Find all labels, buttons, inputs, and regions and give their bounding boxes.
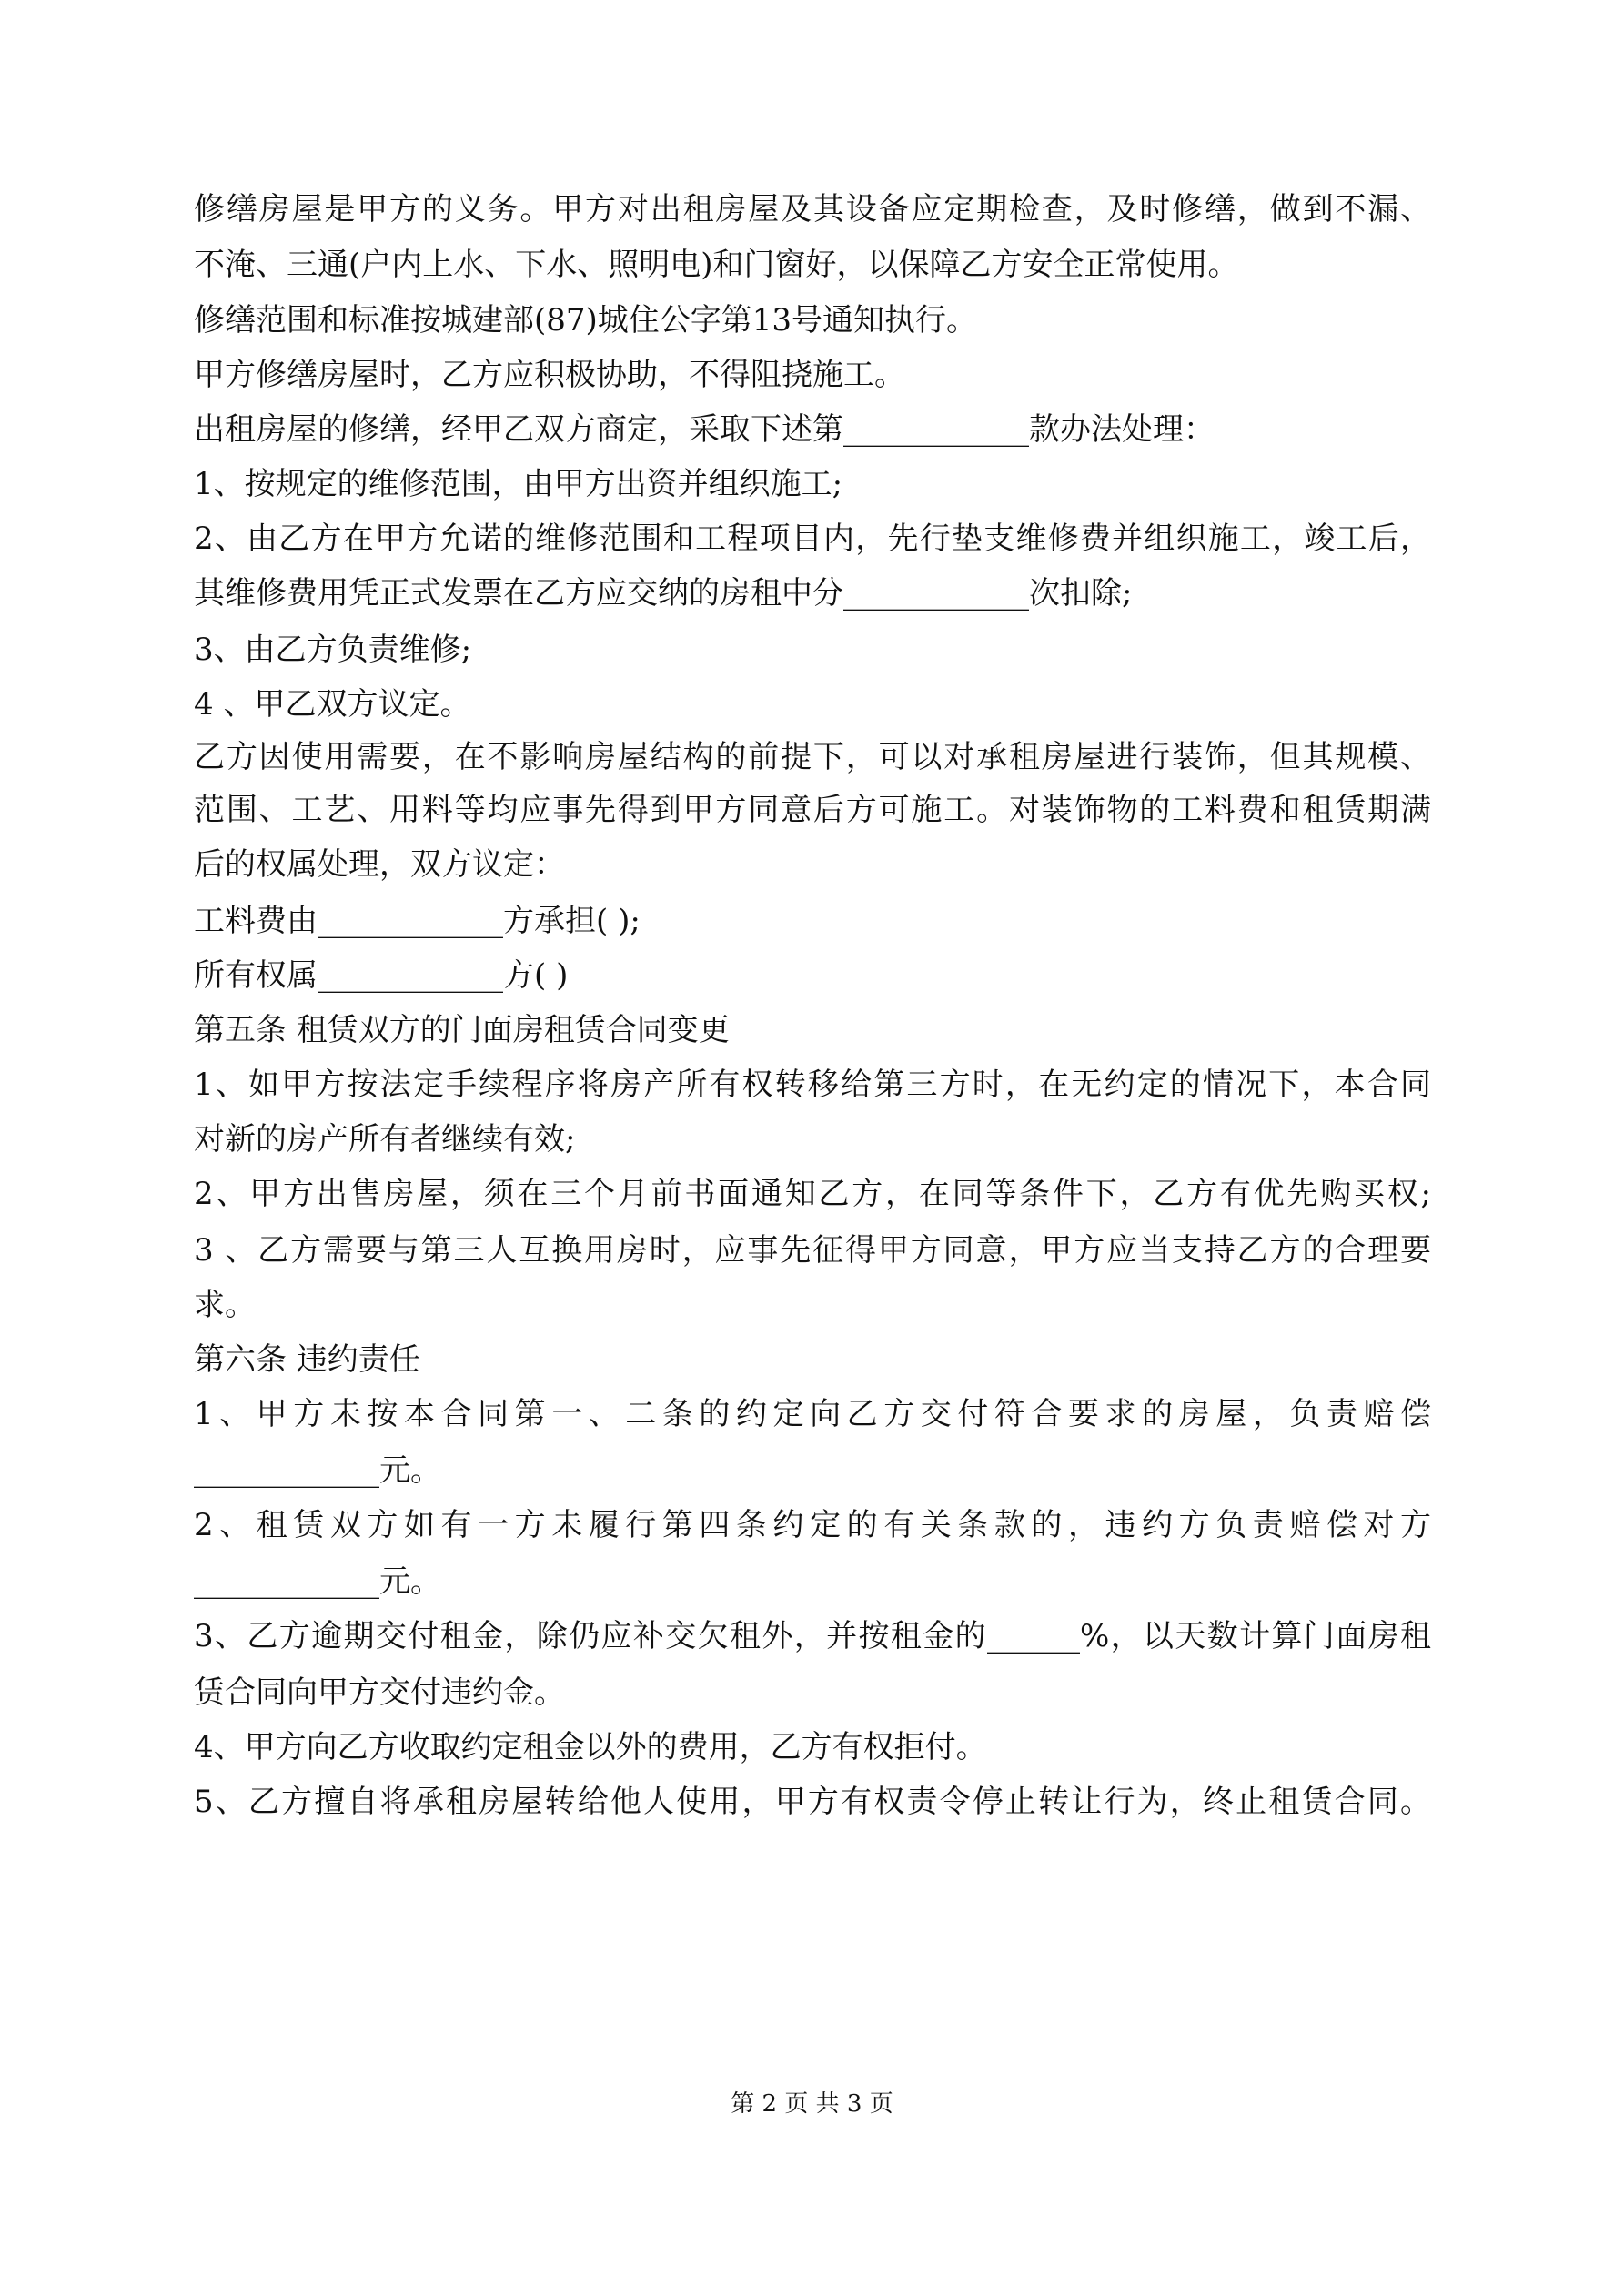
document-line: 甲方修缮房屋时，乙方应积极协助，不得阻挠施工。 <box>194 357 905 393</box>
document-line: 2、甲方出售房屋，须在三个月前书面通知乙方，在同等条件下，乙方有优先购买权; <box>194 1176 1431 1212</box>
document-line: 1、如甲方按法定手续程序将房产所有权转移给第三方时，在无约定的情况下，本合同 <box>194 1067 1431 1103</box>
document-line: 出租房屋的修缮，经甲乙双方商定，采取下述第____________款办法处理： <box>194 411 1215 448</box>
document-line: 赁合同向甲方交付违约金。 <box>194 1674 565 1711</box>
document-line: 修缮范围和标准按城建部(87)城住公字第13号通知执行。 <box>194 302 978 339</box>
document-line: 4、甲方向乙方收取约定租金以外的费用，乙方有权拒付。 <box>194 1729 987 1765</box>
document-line: 3、由乙方负责维修; <box>194 632 472 668</box>
document-line: ____________元。 <box>194 1563 441 1600</box>
document-line: 1、按规定的维修范围，由甲方出资并组织施工; <box>194 466 843 502</box>
document-line: 4 、甲乙双方议定。 <box>194 686 471 723</box>
document-line: 不淹、三通(户内上水、下水、照明电)和门窗好，以保障乙方安全正常使用。 <box>194 247 1239 283</box>
document-line: 2、由乙方在甲方允诺的维修范围和工程项目内，先行垫支维修费并组织施工，竣工后， <box>194 521 1431 557</box>
document-line: 求。 <box>194 1287 256 1323</box>
document-line: 2、租赁双方如有一方未履行第四条约定的有关条款的，违约方负责赔偿对方 <box>194 1507 1431 1543</box>
document-line: 对新的房产所有者继续有效; <box>194 1121 576 1158</box>
document-line: 第五条 租赁双方的门面房租赁合同变更 <box>194 1012 730 1048</box>
document-line: 工料费由____________方承担( ); <box>194 903 641 939</box>
document-line: 1、甲方未按本合同第一、二条的约定向乙方交付符合要求的房屋，负责赔偿 <box>194 1396 1431 1432</box>
document-line: 3 、乙方需要与第三人互换用房时，应事先征得甲方同意，甲方应当支持乙方的合理要 <box>194 1232 1431 1269</box>
document-line: 5、乙方擅自将承租房屋转给他人使用，甲方有权责令停止转让行为，终止租赁合同。 <box>194 1784 1431 1820</box>
document-line: 3、乙方逾期交付租金，除仍应补交欠租外，并按租金的______%，以天数计算门面房租 <box>194 1618 1431 1654</box>
document-line: 乙方因使用需要，在不影响房屋结构的前提下，可以对承租房屋进行装饰，但其规模、 <box>194 739 1431 775</box>
page-footer: 第 2 页 共 3 页 <box>731 2090 893 2118</box>
document-line: 修缮房屋是甲方的义务。甲方对出租房屋及其设备应定期检查，及时修缮，做到不漏、 <box>194 191 1431 228</box>
document-line: 第六条 违约责任 <box>194 1341 420 1378</box>
document-line: ____________元。 <box>194 1452 441 1489</box>
document-line: 范围、工艺、用料等均应事先得到甲方同意后方可施工。对装饰物的工料费和租赁期满 <box>194 792 1431 828</box>
document-line: 后的权属处理，双方议定： <box>194 846 565 883</box>
document-line: 其维修费用凭正式发票在乙方应交纳的房租中分____________次扣除; <box>194 575 1133 612</box>
document-line: 所有权属____________方( ) <box>194 957 569 994</box>
